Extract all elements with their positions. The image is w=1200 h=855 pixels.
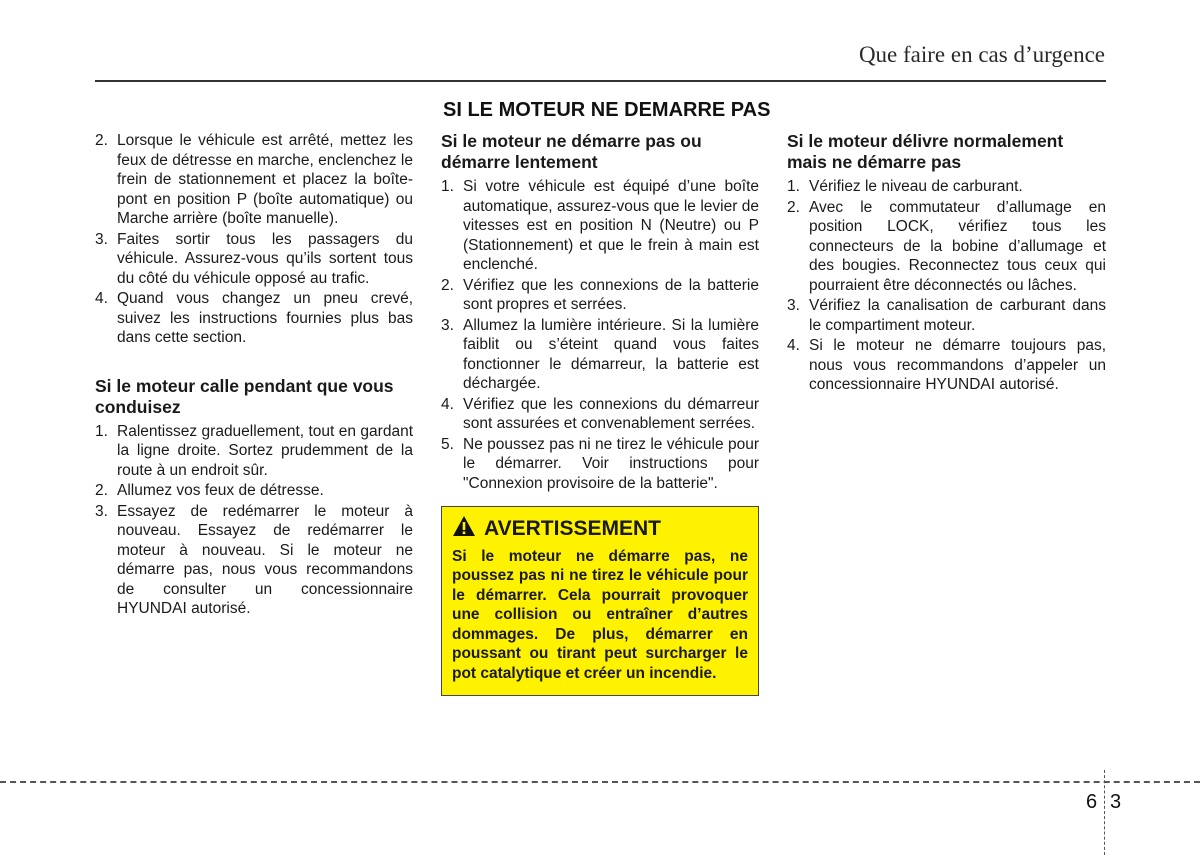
list-item bbox=[441, 435, 759, 494]
footer-rule bbox=[0, 781, 1200, 783]
step-list bbox=[441, 177, 759, 493]
item-number: 4. bbox=[95, 290, 108, 307]
item-number: 1. bbox=[787, 178, 800, 195]
subheading-no-start: Si le moteur ne démarre pas ou démarre lentement bbox=[441, 131, 702, 172]
list-item bbox=[787, 177, 1106, 197]
item-text: Quand vous changez un pneu crevé, suivez les instructions fournies plus bas dans cette section. bbox=[117, 290, 413, 346]
step-list bbox=[787, 177, 1106, 395]
warning-box bbox=[441, 506, 759, 696]
list-item bbox=[441, 395, 759, 434]
item-number: 3. bbox=[787, 297, 800, 314]
list-item bbox=[95, 230, 413, 289]
warning-title: AVERTISSEMENT bbox=[484, 516, 661, 540]
list-item bbox=[95, 422, 413, 481]
column-left bbox=[95, 131, 413, 620]
list-item bbox=[441, 276, 759, 315]
list-item bbox=[441, 177, 759, 275]
item-text: Allumez vos feux de détresse. bbox=[117, 482, 324, 499]
list-item bbox=[441, 316, 759, 394]
column-right bbox=[787, 131, 1106, 396]
list-item bbox=[95, 131, 413, 229]
list-item bbox=[787, 336, 1106, 395]
item-text: Si votre véhicule est équipé d’une boîte automatique, assurez-vous que le levier de vitesses est en position N (Neutre) ou P (Stationnement) et que le frein à main est enclenché. bbox=[463, 178, 759, 273]
item-number: 2. bbox=[95, 482, 108, 499]
item-number: 2. bbox=[95, 132, 108, 149]
item-text: Si le moteur ne démarre toujours pas, nous vous recommandons d’appeler un concessionnaire HYUNDAI autorisé. bbox=[809, 337, 1106, 393]
item-text: Faites sortir tous les passagers du véhicule. Assurez-vous qu’ils sortent tous du côté du véhicule opposé au trafic. bbox=[117, 230, 413, 287]
running-header-title: Que faire en cas d’urgence bbox=[858, 42, 1105, 67]
step-list bbox=[95, 422, 413, 619]
item-number: 2. bbox=[441, 276, 454, 294]
item-number: 3. bbox=[95, 502, 108, 520]
section-title: SI LE MOTEUR NE DEMARRE PAS bbox=[443, 99, 771, 121]
item-text: Ralentissez graduellement, tout en gardant la ligne droite. Sortez prudemment de la route à un endroit sûr. bbox=[117, 422, 413, 479]
page-number: 3 bbox=[1110, 791, 1122, 813]
list-item bbox=[95, 289, 413, 348]
step-list bbox=[95, 131, 413, 348]
subheading-stall: Si le moteur calle pendant que vous conduisez bbox=[95, 375, 394, 417]
column-middle bbox=[441, 131, 759, 696]
item-number: 4. bbox=[441, 395, 454, 413]
item-text: Vérifiez que les connexions de la batterie sont propres et serrées. bbox=[463, 276, 759, 313]
item-number: 4. bbox=[787, 337, 800, 354]
item-number: 3. bbox=[441, 316, 454, 334]
item-text: Lorsque le véhicule est arrêté, mettez les feux de détresse en marche, enclenchez le frein de stationnement et placez la boîte-pont en position P (boîte automatique) ou Marche arrière (boîte manuelle). bbox=[117, 132, 413, 227]
warning-header bbox=[452, 515, 748, 543]
item-text: Vérifiez le niveau de carburant. bbox=[809, 178, 1023, 195]
item-number: 1. bbox=[95, 422, 108, 440]
subheading-normal-no-start: Si le moteur délivre normalement mais ne démarre pas bbox=[787, 131, 1064, 172]
item-text: Allumez la lumière intérieure. Si la lumière faiblit ou s’éteint quand vous faites fonctionner le démarreur, la batterie est déchargée. bbox=[463, 316, 759, 392]
warning-text: Si le moteur ne démarre pas, ne poussez pas ni ne tirez le véhicule pour le démarrer. Cela pourrait provoquer une collision ou entraîner d’autres dommages. De plus, démarrer en poussant ou tirant peut surcharger le pot catalytique et créer un incendie. bbox=[452, 547, 748, 682]
list-item bbox=[95, 502, 413, 619]
item-number: 1. bbox=[441, 178, 454, 195]
item-text: Avec le commutateur d’allumage en position LOCK, vérifiez tous les connecteurs de la bobine d’allumage et des bougies. Reconnectez tous ceux qui pourraient être déconnectés ou lâches. bbox=[809, 198, 1106, 294]
item-text: Ne poussez pas ni ne tirez le véhicule pour le démarrer. Voir instructions pour "Connexion provisoire de la batterie". bbox=[463, 435, 759, 492]
chapter-number: 6 bbox=[1086, 791, 1098, 813]
item-number: 5. bbox=[441, 435, 454, 453]
item-text: Vérifiez que les connexions du démarreur sont assurées et convenablement serrées. bbox=[463, 395, 759, 432]
item-number: 3. bbox=[95, 230, 108, 248]
list-item bbox=[787, 198, 1106, 296]
warning-triangle-icon bbox=[452, 515, 476, 543]
item-text: Essayez de redémarrer le moteur à nouveau. Essayez de redémarrer le moteur à nouveau. Si le moteur ne démarre pas, nous vous recommandons de consulter un concessionnaire HYUNDAI autorisé. bbox=[117, 502, 413, 617]
item-number: 2. bbox=[787, 198, 800, 216]
header-rule bbox=[95, 80, 1106, 82]
item-text: Vérifiez la canalisation de carburant dans le compartiment moteur. bbox=[809, 297, 1106, 334]
list-item bbox=[787, 296, 1106, 335]
spacer bbox=[95, 349, 413, 376]
list-item bbox=[95, 481, 413, 501]
page-number-divider bbox=[1104, 770, 1105, 855]
